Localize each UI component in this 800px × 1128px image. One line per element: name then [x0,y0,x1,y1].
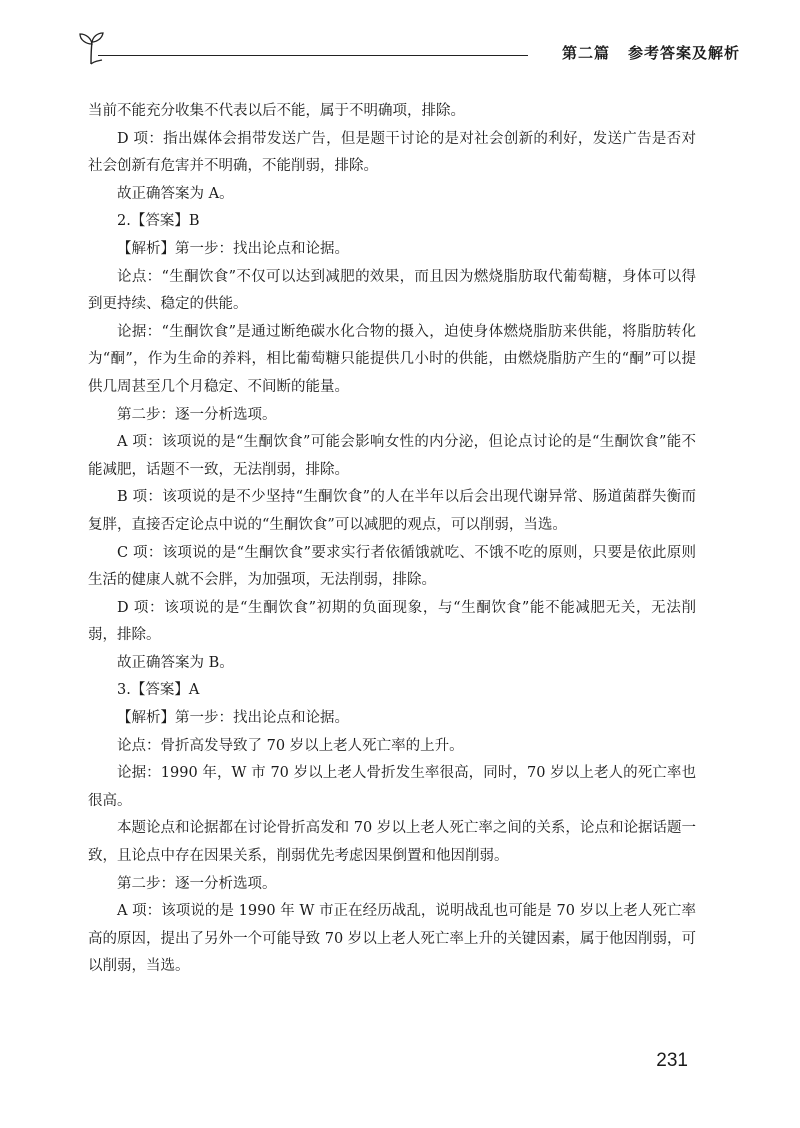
header-title [562,42,740,63]
paragraph: 故正确答案为 B。 [117,654,234,671]
header-chapter-title: 参考答案及解析 [627,44,740,62]
page-number: 231 [656,1050,688,1071]
paragraph: 论据：“生酮饮食”是通过断绝碳水化合物的摄入，迫使身体燃烧脂肪来供能，将脂肪转化为“酮”，作为生命的养料，相比葡萄糖只能提供几小时的供能，由燃烧脂肪产生的“酮”可以提供几周甚至几个月稳定、不间断的能量。 [88,323,696,395]
paragraph: D 项：指出媒体会捐带发送广告，但是题干讨论的是对社会创新的利好，发送广告是否对社会创新有危害并不明确，不能削弱，排除。 [88,130,696,175]
paragraph: C 项：该项说的是“生酮饮食”要求实行者依循饿就吃、不饿不吃的原则，只要是依此原则生活的健康人就不会胖，为加强项，无法削弱，排除。 [88,544,696,589]
page-header [72,30,740,70]
page-body [88,98,696,981]
paragraph: 2.【答案】B [117,213,200,230]
paragraph: A 项：该项说的是“生酮饮食”可能会影响女性的内分泌，但论点讨论的是“生酮饮食”能不能减肥，话题不一致，无法削弱，排除。 [88,434,696,478]
paragraph: D 项：该项说的是“生酮饮食”初期的负面现象，与“生酮饮食”能不能减肥无关，无法削弱，排除。 [88,599,696,644]
paragraph: 【解析】第一步：找出论点和论据。 [117,710,349,727]
paragraph: 本题论点和论据都在讨论骨折高发和 70 岁以上老人死亡率之间的关系，论点和论据话题一致，且论点中存在因果关系，削弱优先考虑因果倒置和他因削弱。 [88,820,696,865]
sprout-icon [76,30,106,66]
paragraph: A 项：该项说的是 1990 年 W 市正在经历战乱，说明战乱也可能是 70 岁以上老人死亡率高的原因，提出了另外一个可能导致 70 岁以上老人死亡率上升的关键因素，属于他因削弱，可以削弱，当选。 [88,903,696,975]
header-section: 第二篇 [561,44,610,62]
header-rule [98,55,528,56]
paragraph: 【解析】第一步：找出论点和论据。 [117,240,349,257]
paragraph: 论据：1990 年，W 市 70 岁以上老人骨折发生率很高，同时，70 岁以上老人的死亡率也很高。 [88,765,696,809]
paragraph: 3.【答案】A [117,682,200,699]
paragraph: B 项：该项说的是不少坚持“生酮饮食”的人在半年以后会出现代谢异常、肠道菌群失衡而复胖，直接否定论点中说的“生酮饮食”可以减肥的观点，可以削弱，当选。 [88,489,696,533]
paragraph: 第二步：逐一分析选项。 [117,875,277,892]
paragraph: 当前不能充分收集不代表以后不能，属于不明确项，排除。 [88,103,465,119]
paragraph: 第二步：逐一分析选项。 [117,406,277,423]
paragraph: 论点：“生酮饮食”不仅可以达到减肥的效果，而且因为燃烧脂肪取代葡萄糖，身体可以得到更持续、稳定的供能。 [88,268,696,313]
paragraph: 论点：骨折高发导致了 70 岁以上老人死亡率的上升。 [117,737,464,754]
paragraph: 故正确答案为 A。 [117,185,234,202]
